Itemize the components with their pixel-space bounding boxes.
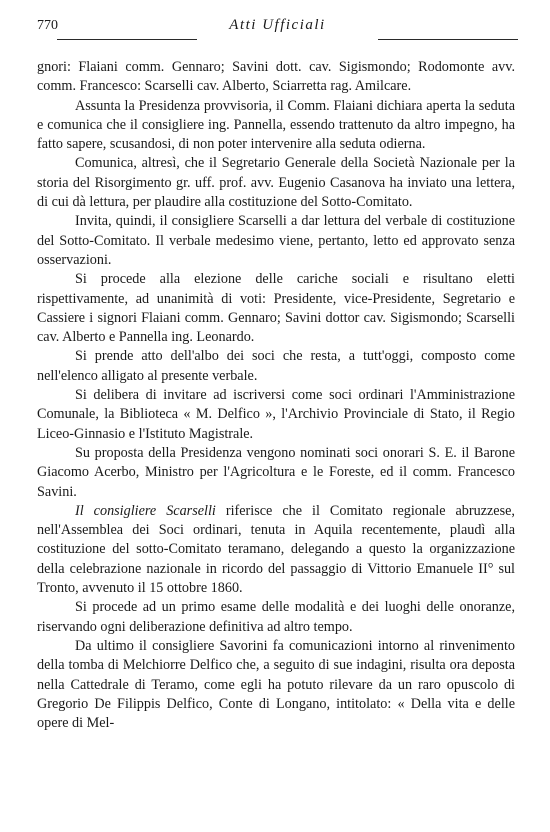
- paragraph: Si delibera di invitare ad iscriversi come soci ordinari l'Amministrazione Comunale, la Biblioteca « M. Delfico », l'Archivio Provinciale di Stato, il Regio Liceo-Ginnasio e l'Istituto Magistrale.: [37, 387, 515, 442]
- running-title: Atti Ufficiali: [229, 17, 326, 33]
- body-text: [37, 58, 515, 733]
- italic-lead: Il consigliere Scarselli: [75, 502, 216, 519]
- paragraph: Assunta la Presidenza provvisoria, il Comm. Flaiani dichiara aperta la seduta e comunica che il consigliere ing. Pannella, essendo trattenuto da altro impegno, ha fatto sapere, scusandosi, di non poter intervenire alla seduta odierna.: [37, 97, 515, 153]
- paragraph: Invita, quindi, il consigliere Scarselli a dar lettura del verbale di costituzione del Sotto-Comitato. Il verbale medesimo viene, pertanto, letto ed approvato senza osservazioni.: [37, 213, 515, 268]
- paragraph: Da ultimo il consigliere Savorini fa comunicazioni intorno al rinvenimento della tomba di Melchiorre Delfico che, a seguito di sue indagini, risulta ora deposta nella Cattedrale di Teramo, come egli ha potuto rilevare da un raro opuscolo di Gregorio De Filippis Delfico, Conte di Longano, intitolato: « Della vita e delle opere di Mel-: [37, 637, 515, 732]
- paragraph: Su proposta della Presidenza vengono nominati soci onorari S. E. il Barone Giacomo Acerbo, Ministro per l'Agricoltura e le Foreste, ed il comm. Francesco Savini.: [37, 444, 515, 500]
- paragraph: Si prende atto dell'albo dei soci che resta, a tutt'oggi, composto come nell'elenco alligato al presente verbale.: [37, 348, 515, 384]
- header-rule-right: [378, 39, 518, 40]
- paragraph: Si procede ad un primo esame delle modalità e dei luoghi delle onoranze, riservando ogni deliberazione definitiva ad altro tempo.: [37, 599, 515, 635]
- paragraph: Il consigliere Scarselli riferisce che il Comitato regionale abruzzese, nell'Assemblea dei Soci ordinari, tenuta in Aquila recentemente, plaudì alla costituzione del sotto-Comitato teramano, delegando a questo la organizzazione della celebrazione nazionale in ricordo del passaggio di Vittorio Emanuele II° sul Tronto, avvenuto il 15 ottobre 1860.: [37, 502, 515, 597]
- paragraph: gnori: Flaiani comm. Gennaro; Savini dott. cav. Sigismondo; Rodomonte avv. comm. Francesco: Scarselli cav. Alberto, Sciarretta rag. Amilcare.: [37, 59, 515, 95]
- paragraph: Si procede alla elezione delle cariche sociali e risultano eletti rispettivamente, ad unanimità di voti: Presidente, vice-Presidente, Segretario e Cassiere i signori Flaiani comm. Gennaro; Savini dottor cav. Sigismondo; Scarselli cav. Alberto e Pannella ing. Leonardo.: [37, 271, 515, 346]
- page-header: [37, 14, 518, 40]
- paragraph: Comunica, altresì, che il Segretario Generale della Società Nazionale per la storia del Risorgimento gr. uff. prof. avv. Eugenio Casanova ha inviato una lettera, di cui dà lettura, per plaudire alla costituzione del Sotto-Comitato.: [37, 155, 515, 211]
- header-rule-left: [57, 39, 197, 40]
- page-number: 770: [37, 18, 58, 33]
